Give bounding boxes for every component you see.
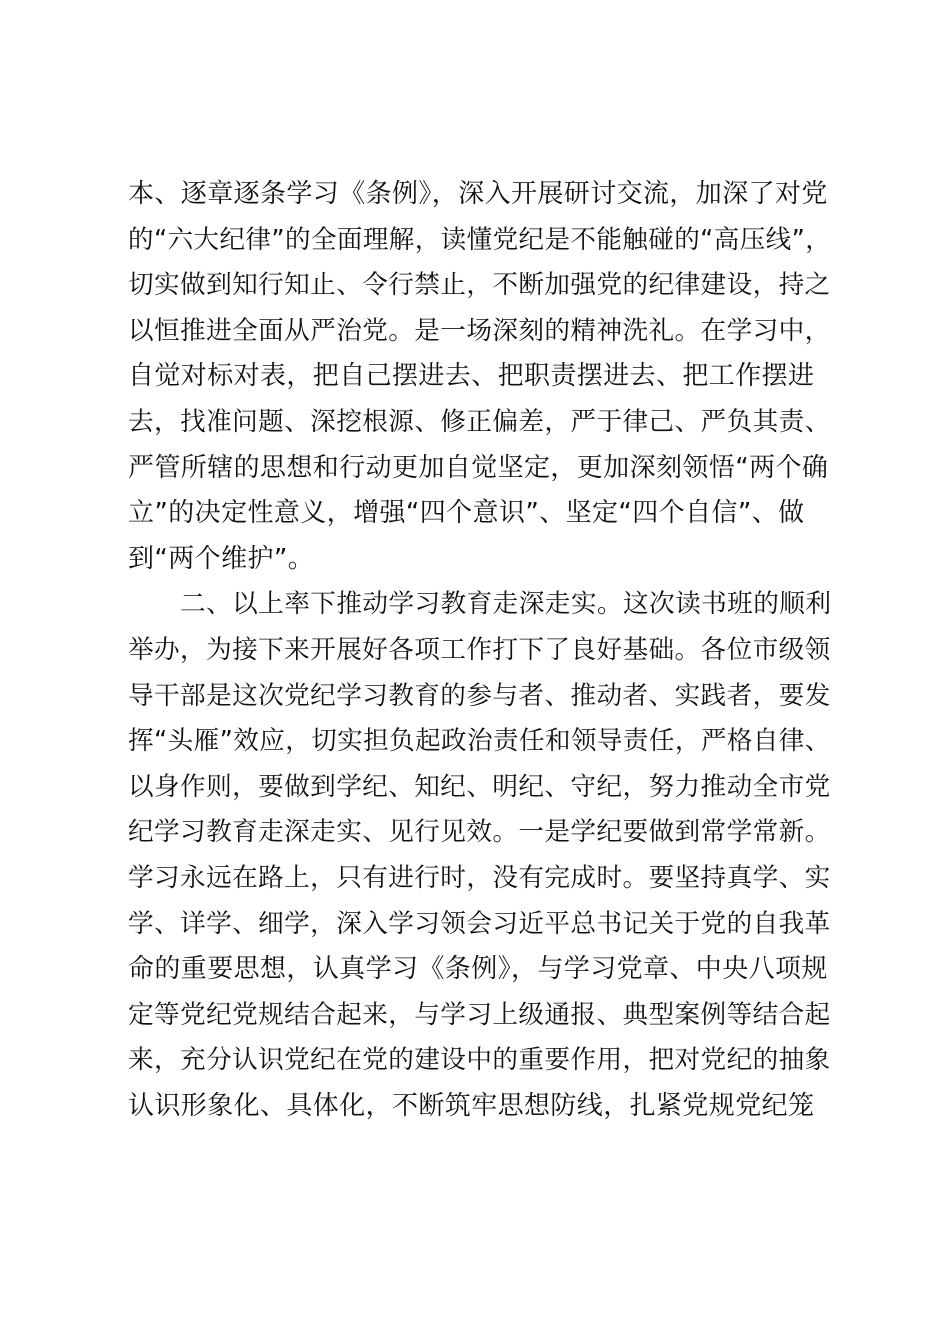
text-line: 切实做到知行知止、令行禁止，不断加强党的纪律建设，持之 [128,270,831,301]
text-line: 挥“头雁”效应，切实担负起政治责任和领导责任，严格自律、 [128,726,831,757]
text-line: 本、逐章逐条学习《条例》，深入开展研讨交流，加深了对党 [128,179,828,209]
text-line: 严管所辖的思想和行动更加自觉坚定，更加深刻领悟“两个确 [128,452,829,483]
text-line: 自觉对标对表，把自己摆进去、把职责摆进去、把工作摆进 [128,361,815,392]
text-line: 以身作则，要做到学纪、知纪、明纪、守纪，努力推动全市党 [128,771,831,802]
text-line: 来，充分认识党纪在党的建设中的重要作用，把对党纪的抽象 [128,1045,831,1076]
text-line: 学习永远在路上，只有进行时，没有完成时。要坚持真学、实 [128,862,831,893]
text-line: 举办，为接下来开展好各项工作打下了良好基础。各位市级领 [128,634,831,665]
text-line: 去，找准问题、深挖根源、修正偏差，严于律己、严负其责、 [128,406,831,437]
body-text [128,172,838,1129]
text-line: 定等党纪党规结合起来，与学习上级通报、典型案例等结合起 [128,999,831,1030]
text-line: 导干部是这次党纪学习教育的参与者、推动者、实践者，要发 [128,680,831,711]
text-line: 学、详学、细学，深入学习领会习近平总书记关于党的自我革 [128,908,831,939]
text-line: 立”的决定性意义，增强“四个意识”、坚定“四个自信”、做 [128,498,805,529]
text-line: 以恒推进全面从严治党。是一场深刻的精神洗礼。在学习中， [128,315,831,346]
text-line: 的“六大纪律”的全面理解，读懂党纪是不能触碰的“高压线”， [128,224,832,255]
text-line: 认识形象化、具体化，不断筑牢思想防线，扎紧党规党纪笼 [128,1090,815,1121]
text-line: 纪学习教育走深走实、见行见效。一是学纪要做到常学常新。 [128,817,831,848]
paragraph-start-line: 二、以上率下推动学习教育走深走实。这次读书班的顺利 [180,589,832,620]
text-line: 到“两个维护”。 [128,543,315,574]
text-line: 命的重要思想，认真学习《条例》，与学习党章、中央八项规 [128,954,828,985]
